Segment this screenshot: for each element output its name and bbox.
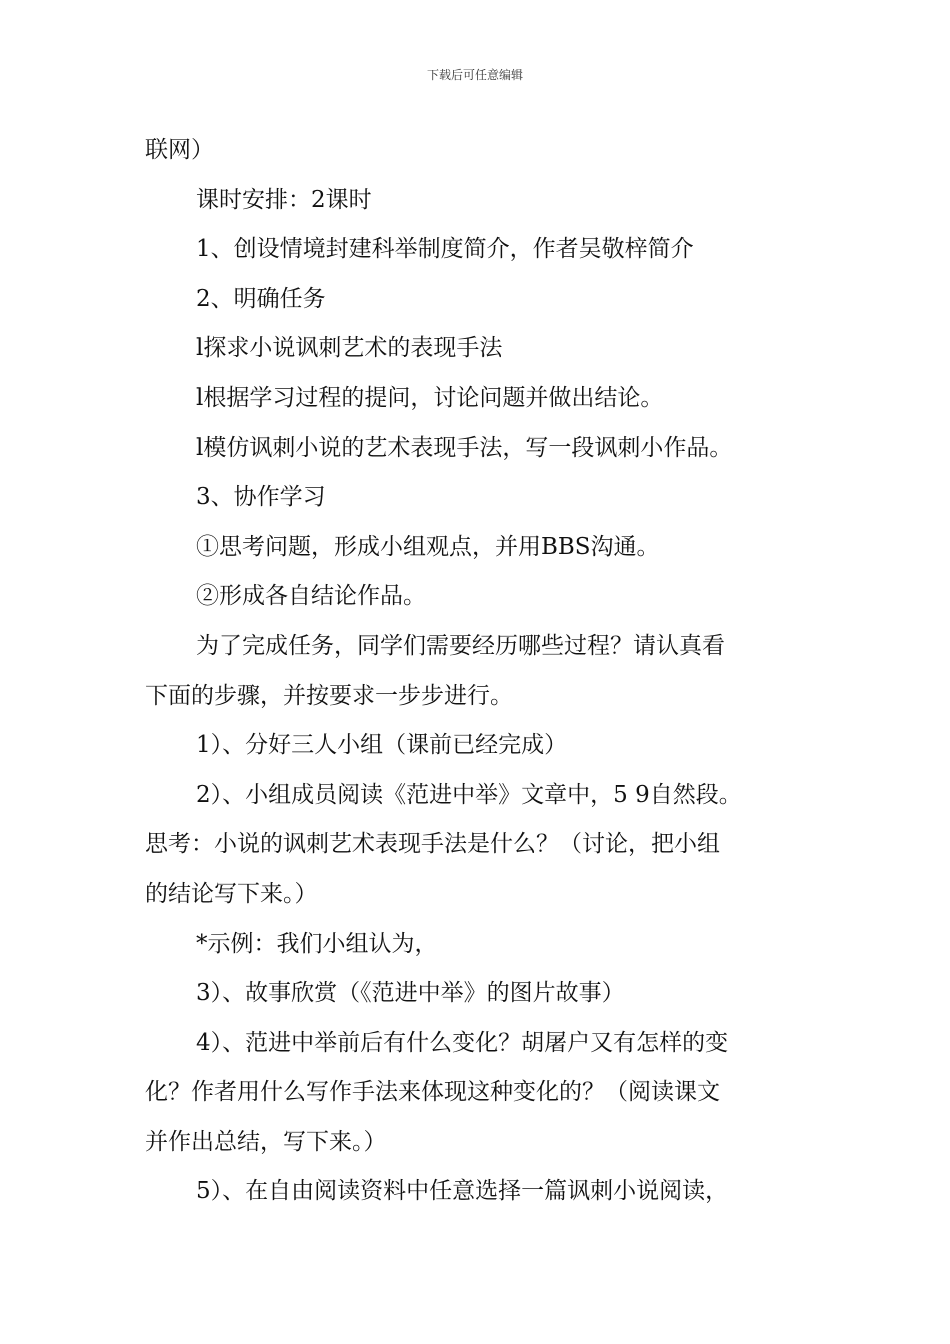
body-line: 并作出总结，写下来。） [145, 1128, 387, 1155]
body-line: l模仿讽刺小说的艺术表现手法，写一段讽刺小作品。 [196, 434, 733, 461]
document-body [145, 126, 817, 1217]
body-line: 3、协作学习 [196, 484, 326, 511]
body-line: 为了完成任务，同学们需要经历哪些过程？请认真看 [196, 632, 725, 659]
body-line: *示例：我们小组认为， [196, 930, 438, 957]
body-line: 2）、小组成员阅读《范进中举》文章中，5 9自然段。 [196, 781, 742, 808]
body-line: 下面的步骤，并按要求一步步进行。 [145, 682, 513, 709]
body-line: ②形成各自结论作品。 [196, 583, 426, 610]
body-line: 1）、分好三人小组（课前已经完成） [196, 732, 568, 759]
body-line: 化？作者用什么写作手法来体现这种变化的？（阅读课文 [145, 1079, 720, 1106]
body-line: 1、创设情境封建科举制度简介，作者吴敬梓简介 [196, 236, 694, 263]
body-line: 5）、在自由阅读资料中任意选择一篇讽刺小说阅读， [196, 1178, 729, 1205]
body-line: ①思考问题，形成小组观点，并用BBS沟通。 [196, 533, 660, 560]
page-header: 下载后可任意编辑 [426, 68, 523, 82]
body-line: l探求小说讽刺艺术的表现手法 [196, 335, 503, 362]
body-line: 联网） [145, 137, 214, 163]
body-line: l根据学习过程的提问，讨论问题并做出结论。 [196, 384, 664, 411]
body-line: 的结论写下来。） [145, 880, 318, 907]
body-line: 思考：小说的讽刺艺术表现手法是什么？（讨论，把小组 [145, 831, 720, 858]
body-line: 2、明确任务 [196, 285, 326, 312]
body-line: 3）、故事欣赏（《范进中举》的图片故事） [196, 980, 625, 1007]
body-line: 课时安排：2课时 [196, 186, 372, 213]
body-line: 4）、范进中举前后有什么变化？胡屠户又有怎样的变 [196, 1029, 729, 1056]
